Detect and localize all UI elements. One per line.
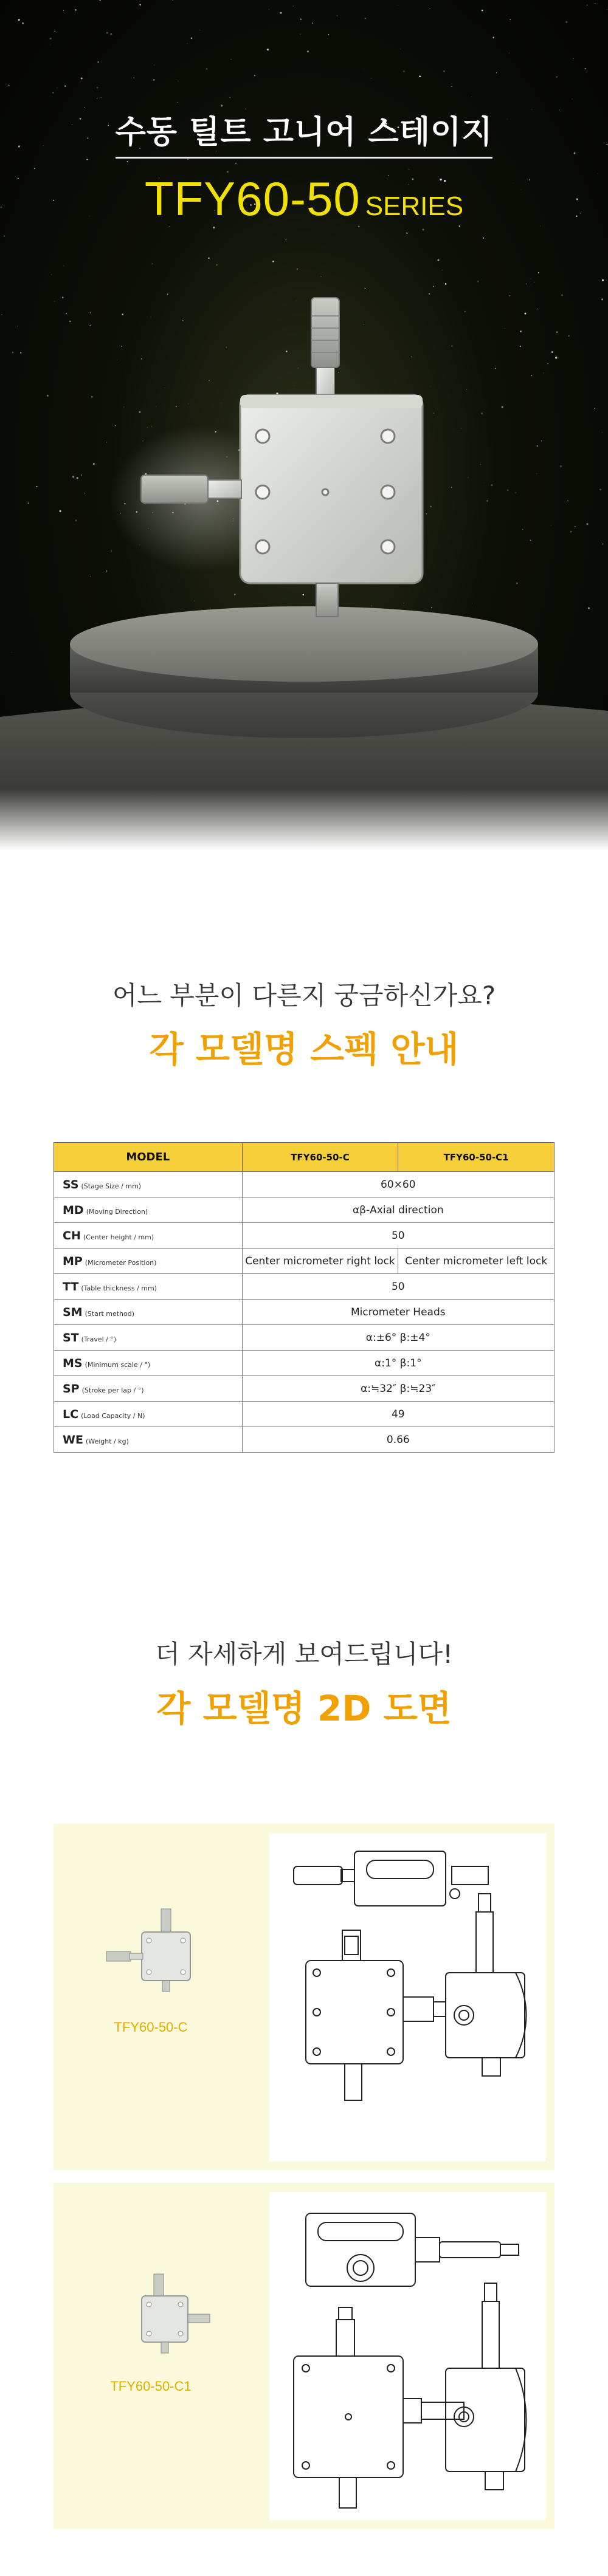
table-row [54, 1223, 554, 1249]
spec-key-desc: (Table thickness / mm) [81, 1284, 157, 1292]
spec-key-desc: (Stroke per lap / °) [81, 1386, 144, 1394]
table-row [54, 1325, 554, 1351]
hero-series-label: SERIES [365, 191, 464, 221]
spec-value-c1: Center micrometer left lock [398, 1249, 554, 1274]
spec-value: α:±6° β:±4° [242, 1325, 554, 1351]
spec-key-cell [54, 1376, 243, 1402]
spec-key: MD [63, 1203, 84, 1217]
table-row [54, 1402, 554, 1427]
spec-key-cell [54, 1223, 243, 1249]
drawing-card-c [54, 1824, 554, 2170]
spec-value: 60×60 [242, 1172, 554, 1197]
drawing-heading: 각 모델명 2D 도면 [156, 1688, 452, 1729]
table-row [54, 1376, 554, 1402]
spec-key: MP [63, 1254, 83, 1268]
spec-header-c: TFY60-50-C [242, 1143, 398, 1172]
spec-header-c1: TFY60-50-C1 [398, 1143, 554, 1172]
spec-value: 50 [242, 1223, 554, 1249]
table-row [54, 1427, 554, 1453]
spec-key-cell [54, 1325, 243, 1351]
spec-key-cell [54, 1249, 243, 1274]
spec-key-cell [54, 1197, 243, 1223]
spec-value: 0.66 [242, 1427, 554, 1453]
spec-value-c: Center micrometer right lock [242, 1249, 398, 1274]
spec-key-cell [54, 1274, 243, 1300]
drawing-card-label: TFY60-50-C1 [110, 2379, 192, 2394]
spec-key: SM [63, 1305, 83, 1319]
table-row [54, 1300, 554, 1325]
spec-key: SS [63, 1177, 79, 1191]
spec-key-desc: (Start method) [85, 1309, 135, 1318]
spec-key-cell [54, 1172, 243, 1197]
spec-key-desc: (Travel / °) [81, 1335, 117, 1343]
table-row [54, 1197, 554, 1223]
spec-key-desc: (Minimum scale / °) [85, 1360, 151, 1369]
spec-value: 50 [242, 1274, 554, 1300]
drawing-card-label: TFY60-50-C [114, 2019, 188, 2035]
spec-table-header-row [54, 1143, 554, 1172]
spec-key-desc: (Weight / kg) [85, 1437, 129, 1445]
hero-title: 수동 틸트 고니어 스테이지 [115, 114, 493, 151]
spec-key: MS [63, 1356, 83, 1370]
spec-key-desc: (Load Capacity / N) [81, 1411, 145, 1420]
product-thumbnail [93, 1897, 227, 2018]
product-thumbnail [93, 2256, 227, 2377]
product-image [0, 0, 608, 851]
spec-key-cell [54, 1402, 243, 1427]
spec-heading: 각 모델명 스펙 안내 [149, 1029, 459, 1070]
spec-key-desc: (Micrometer Position) [85, 1258, 157, 1267]
table-row [54, 1249, 554, 1274]
spec-key: CH [63, 1228, 81, 1242]
spec-value: αβ-Axial direction [242, 1197, 554, 1223]
spec-question: 어느 부분이 다른지 궁금하신가요? [112, 981, 496, 1010]
spec-key: TT [63, 1279, 79, 1293]
spec-table [54, 1142, 554, 1453]
spec-key-desc: (Center height / mm) [83, 1233, 154, 1241]
spec-key-cell [54, 1300, 243, 1325]
spec-value: α:≒32″ β:≒23″ [242, 1376, 554, 1402]
drawing-question: 더 자세하게 보여드립니다! [155, 1639, 453, 1669]
drawing-card-c1 [54, 2183, 554, 2529]
table-row [54, 1172, 554, 1197]
spec-key-cell [54, 1427, 243, 1453]
spec-value: α:1° β:1° [242, 1351, 554, 1376]
spec-key: SP [63, 1382, 80, 1396]
spec-key: WE [63, 1433, 83, 1447]
spec-key-cell [54, 1351, 243, 1376]
hero-model-name: TFY60-50 [144, 172, 361, 225]
spec-key-desc: (Moving Direction) [86, 1207, 148, 1216]
spec-key-desc: (Stage Size / mm) [81, 1182, 142, 1190]
table-row [54, 1274, 554, 1300]
spec-value: 49 [242, 1402, 554, 1427]
technical-drawing-2d [269, 1833, 546, 2161]
spec-value: Micrometer Heads [242, 1300, 554, 1325]
table-row [54, 1351, 554, 1376]
spec-key: LC [63, 1407, 79, 1421]
spec-header-model: MODEL [54, 1143, 243, 1172]
technical-drawing-2d [269, 2192, 546, 2520]
hero-banner [0, 0, 608, 851]
spec-key: ST [63, 1331, 79, 1345]
